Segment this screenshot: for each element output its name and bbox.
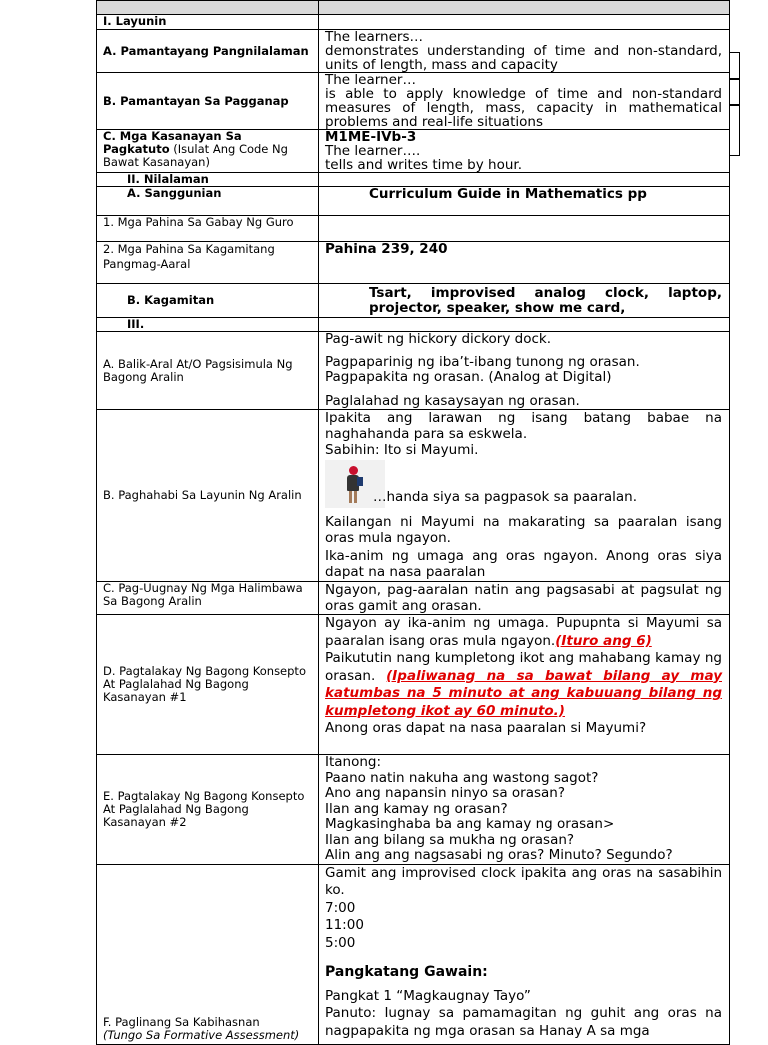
side-stub-box <box>729 52 740 80</box>
row-label: E. Pagtalakay Ng Bagong Konsepto At Paglalahad Ng Bagong Kasanayan #2 <box>97 755 319 865</box>
table-row <box>97 615 730 755</box>
row-label: C. Pag-Uugnay Ng Mga Halimbawa Sa Bagong Aralin <box>97 582 319 615</box>
row-content <box>319 216 730 242</box>
section-heading: II. Nilalaman <box>97 173 319 187</box>
side-stub-box <box>729 78 740 106</box>
teacher-note: (Ituro ang 6) <box>555 632 652 649</box>
header-row <box>97 1 730 15</box>
row-label-bold: C. Mga Kasanayan Sa Pagkatuto <box>103 129 242 156</box>
content-line: The learner… <box>325 72 416 88</box>
table-row <box>97 242 730 284</box>
image-block <box>325 460 722 512</box>
row-label: 2. Mga Pahina Sa Kagamitang Pangmag-Aaral <box>97 242 319 284</box>
section-heading: I. Layunin <box>97 15 319 30</box>
row-content: Tsart, improvised analog clock, laptop, projector, speaker, show me card, <box>319 284 730 318</box>
content-line: tells and writes time by hour. <box>325 157 522 173</box>
row-content: Curriculum Guide in Mathematics pp <box>319 187 730 216</box>
table-row <box>97 73 730 130</box>
row-content: Pahina 239, 240 <box>319 242 730 284</box>
content-line: Pagpaparinig ng iba’t-ibang tunong ng orasan. <box>325 354 640 370</box>
content-paragraph: Ika-anim ng umaga ang oras ngayon. Anong oras siya dapat na nasa paaralan <box>325 548 722 580</box>
header-left <box>97 1 319 15</box>
time-item: 7:00 <box>325 899 356 916</box>
competency-code: M1ME-IVb-3 <box>325 129 417 145</box>
row-label <box>97 130 319 173</box>
table-row <box>97 216 730 242</box>
row-content <box>319 864 730 1044</box>
row-label: B. Pamantayan Sa Pagganap <box>97 73 319 130</box>
instructions: Panuto: Iugnay sa pamamagitan ng guhit ang oras na nagpapakita ng mga orasan sa Hanay A sa mga <box>325 1005 722 1039</box>
section-row <box>97 173 730 187</box>
table-row <box>97 284 730 318</box>
content-line: Sabihin: Ito si Mayumi. <box>325 442 479 458</box>
table-row <box>97 187 730 216</box>
row-content <box>319 73 730 130</box>
content-line: Paglalahad ng kasaysayan ng orasan. <box>325 393 580 409</box>
section-row <box>97 318 730 332</box>
section-row <box>97 15 730 30</box>
row-content <box>319 410 730 582</box>
row-content <box>319 30 730 73</box>
content-line: …handa siya sa pagpasok sa paaralan. <box>373 489 638 505</box>
content-line: The learner…. <box>325 143 421 159</box>
content-paragraph: is able to apply knowledge of time and non-standard measures of length, mass, capacity in mathematical problems and real-life situations <box>325 86 722 130</box>
time-item: 5:00 <box>325 934 356 951</box>
table-row <box>97 332 730 410</box>
row-label-note: (Isulat Ang Code Ng Bawat Kasanayan) <box>103 142 288 169</box>
group-title: Pangkat 1 “Magkaugnay Tayo” <box>325 987 531 1004</box>
side-stub-box <box>729 104 740 156</box>
content-line: Ano ang napansin ninyo sa orasan? <box>325 785 566 801</box>
content-paragraph: Kailangan ni Mayumi na makarating sa paaralan isang oras mula ngayon. <box>325 514 722 546</box>
content-text: Ngayon ay ika-anim ng umaga. Pupupnta si Mayumi sa paaralan isang oras mula ngayon. <box>325 615 722 649</box>
row-content <box>319 615 730 755</box>
content-paragraph <box>325 615 722 650</box>
time-item: 11:00 <box>325 917 364 933</box>
content-paragraph: demonstrates understanding of time and non-standard, units of length, mass and capacity <box>325 43 722 73</box>
content-line: Itanong: <box>325 754 382 770</box>
row-label <box>97 864 319 1044</box>
content-text: Paikututin nang kumpletong ikot ang mahabang kamay ng orasan. <box>325 650 722 684</box>
row-content <box>319 755 730 865</box>
teacher-note: (Ipaliwanag na sa bawat bilang ay may katumbas na 5 minuto at ang kabuuang bilang ng kumpletong ikot ay 60 minuto.) <box>325 667 722 719</box>
content-line: Magkasinghaba ba ang kamay ng orasan> <box>325 816 615 832</box>
content-line: Pag-awit ng hickory dickory dock. <box>325 331 551 347</box>
content-line: Pagpapakita ng orasan. (Analog at Digital) <box>325 369 612 385</box>
content-paragraph: Ipakita ang larawan ng isang batang babae na naghahanda para sa eskwela. <box>325 410 722 442</box>
content-paragraph: Gamit ang improvised clock ipakita ang oras na sasabihin ko. <box>325 864 722 898</box>
row-content <box>319 130 730 173</box>
row-label-note: (Tungo Sa Formative Assessment) <box>103 1027 300 1042</box>
table-row <box>97 30 730 73</box>
row-label: B. Paghahabi Sa Layunin Ng Aralin <box>97 410 319 582</box>
content-line: The learners… <box>325 29 423 45</box>
table-row <box>97 410 730 582</box>
row-label: 1. Mga Pahina Sa Gabay Ng Guro <box>97 216 319 242</box>
row-label: B. Kagamitan <box>97 284 319 318</box>
row-label-text: F. Paglinang Sa Kabihasnan <box>103 1014 260 1029</box>
content-line: Ilan ang bilang sa mukha ng orasan? <box>325 831 575 848</box>
row-label: A. Pamantayang Pangnilalaman <box>97 30 319 73</box>
table-row <box>97 582 730 615</box>
activity-heading: Pangkatang Gawain: <box>325 964 488 980</box>
row-label: D. Pagtalakay Ng Bagong Konsepto At Paglalahad Ng Bagong Kasanayan #1 <box>97 615 319 755</box>
table-row <box>97 755 730 865</box>
row-content <box>319 332 730 410</box>
content-line: Ilan ang kamay ng orasan? <box>325 800 508 817</box>
row-label: A. Balik-Aral At/O Pagsisimula Ng Bagong Aralin <box>97 332 319 410</box>
row-content: Ngayon, pag-aaralan natin ang pagsasabi at pagsulat ng oras gamit ang orasan. <box>319 582 730 615</box>
content-line: Anong oras dapat na nasa paaralan si Mayumi? <box>325 720 647 736</box>
lesson-plan-table <box>96 0 730 1045</box>
table-row <box>97 130 730 173</box>
row-label: A. Sanggunian <box>97 187 319 216</box>
content-line: Alin ang ang nagsasabi ng oras? Minuto? Segundo? <box>325 847 673 863</box>
table-row <box>97 864 730 1044</box>
content-line: Paano natin nakuha ang wastong sagot? <box>325 769 599 786</box>
section-heading: III. <box>97 318 319 332</box>
content-paragraph <box>325 650 722 720</box>
header-right <box>319 1 730 15</box>
